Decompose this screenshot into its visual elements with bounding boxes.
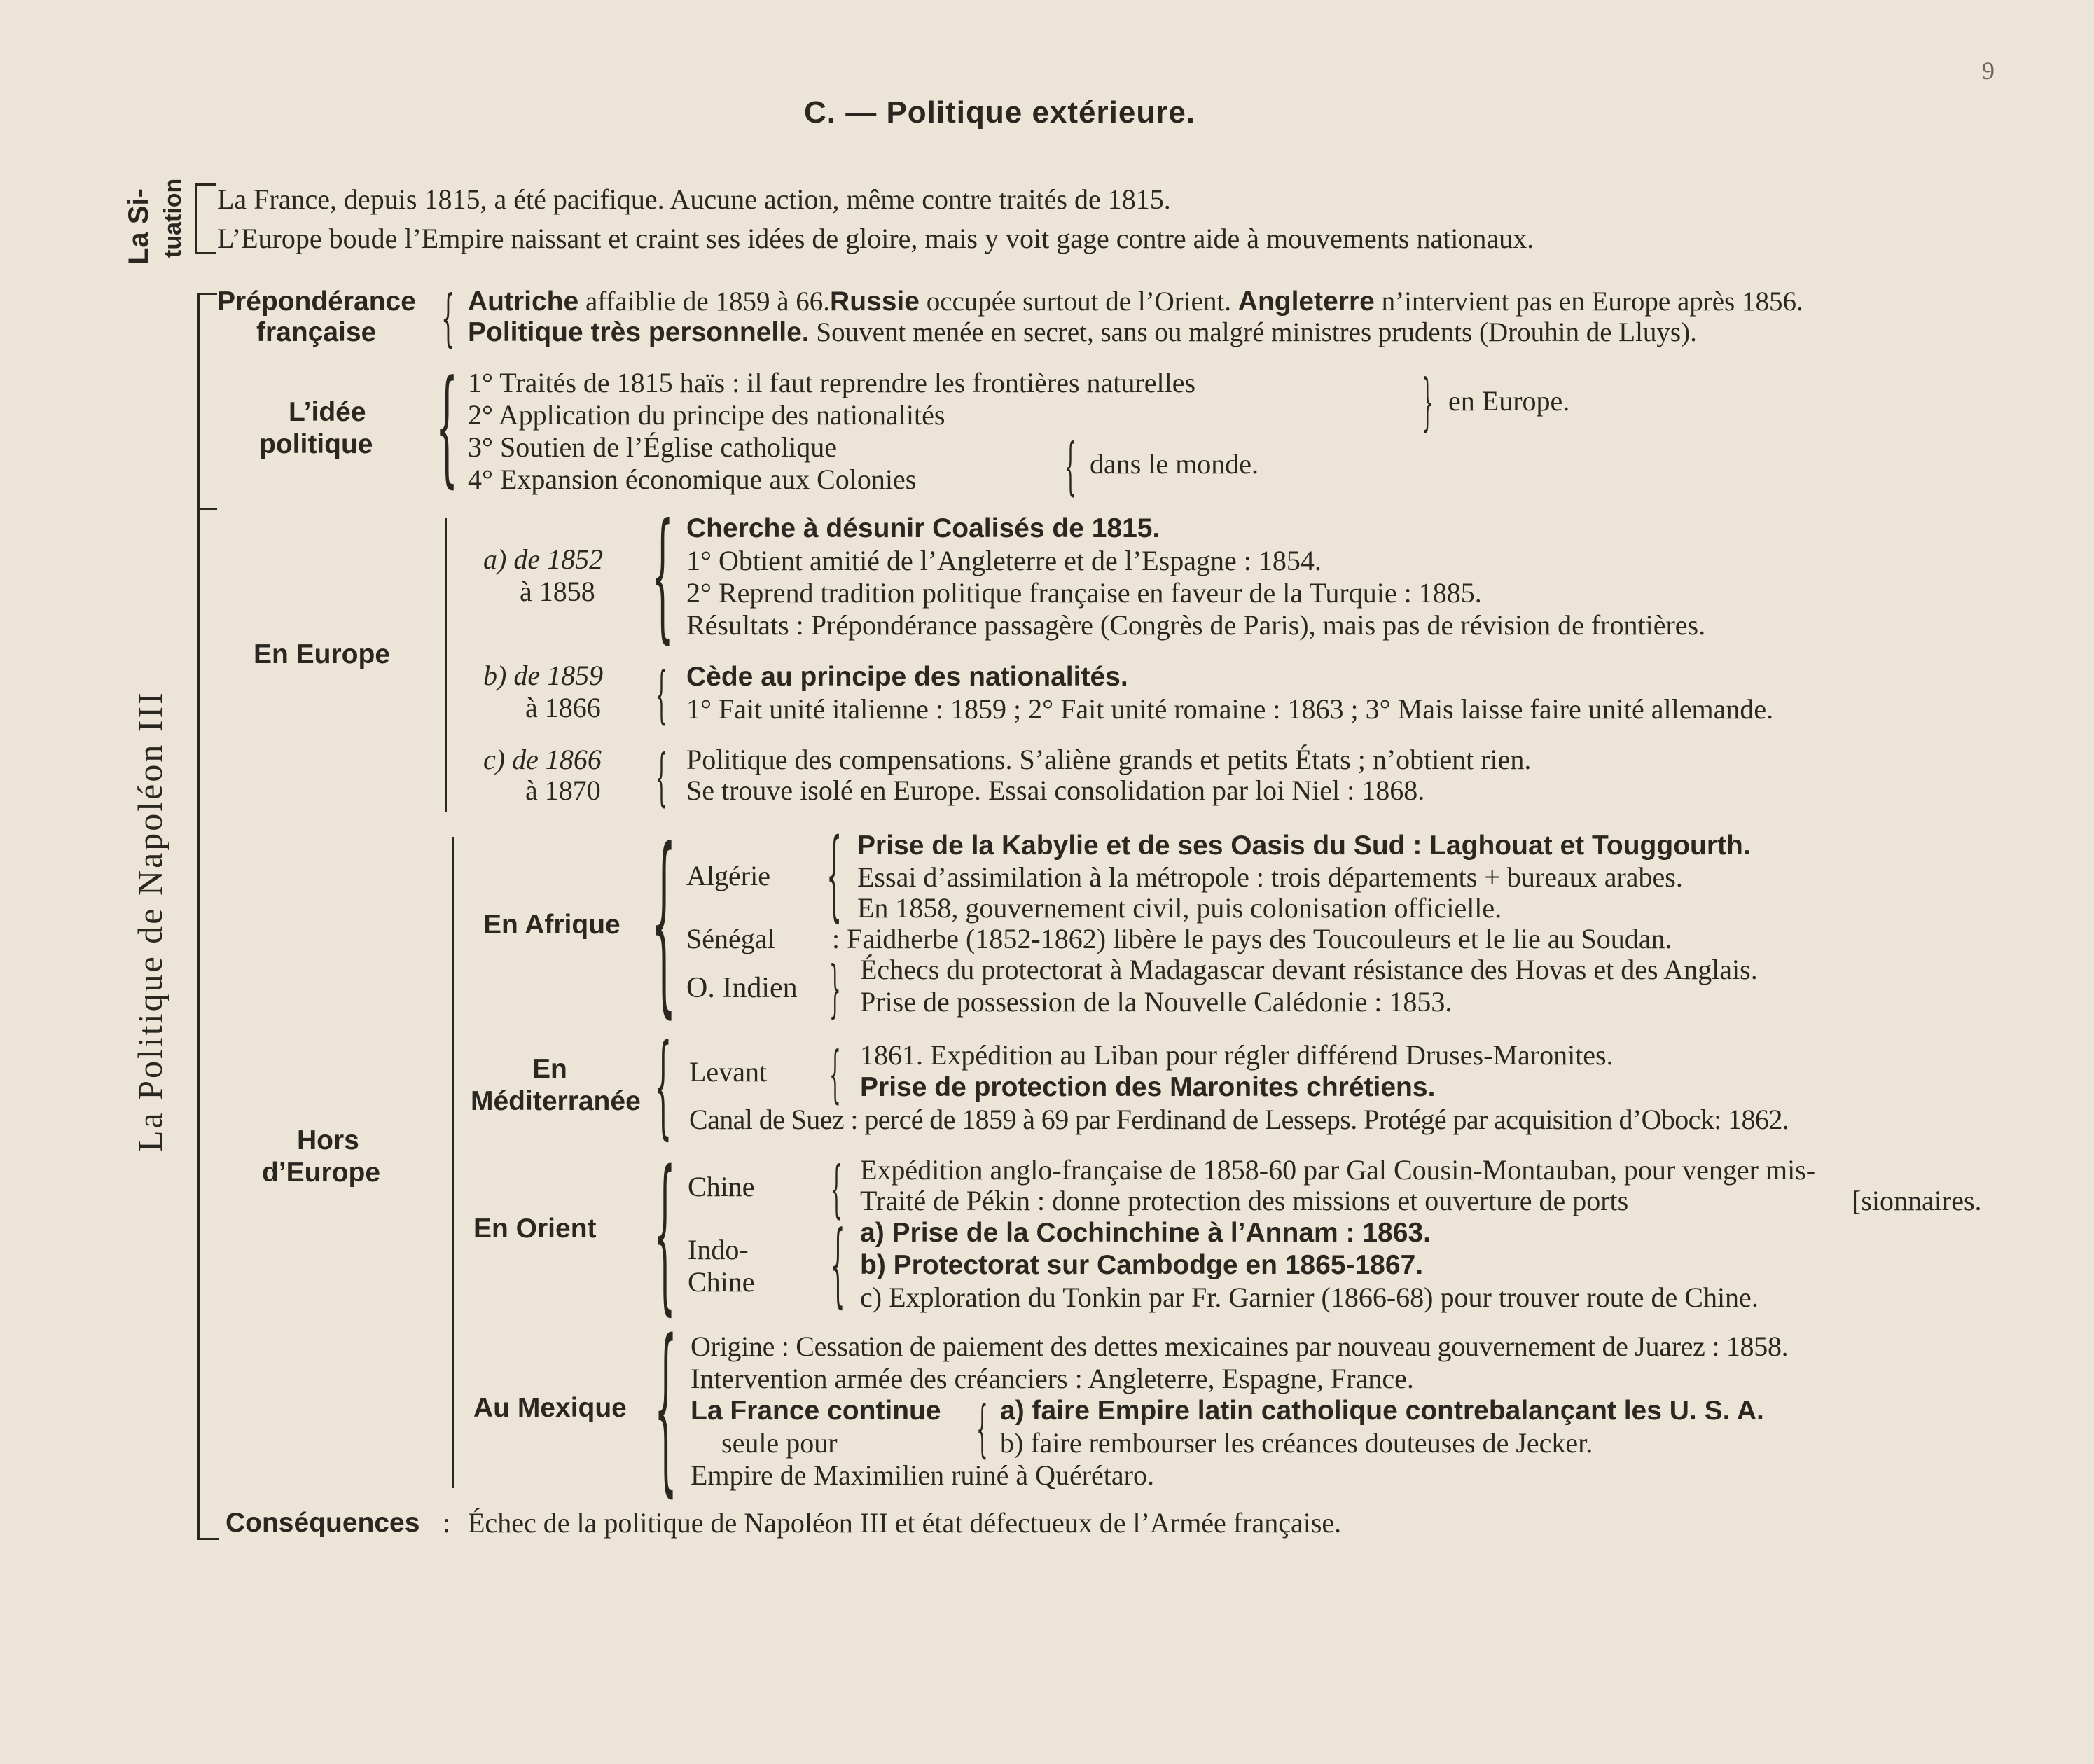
chine-line-2: Traité de Pékin : donne protection des missions et ouverture de ports bbox=[860, 1185, 1629, 1216]
period-c-label-1: c) de 1866 bbox=[483, 744, 602, 775]
indochine-line-1: a) Prise de la Cochinchine à l’Annam : 1863. bbox=[860, 1218, 1431, 1248]
page-number: 9 bbox=[1982, 57, 1995, 85]
preponderance-line1-c: n’intervient pas en Europe après 1856. bbox=[1374, 286, 1803, 317]
indochine-label-2: Chine bbox=[688, 1266, 755, 1298]
consequences-sep: : bbox=[443, 1507, 451, 1539]
idee-group-a: en Europe. bbox=[1448, 385, 1570, 417]
orient-brace: { bbox=[654, 1134, 676, 1331]
hors-europe-bracket-line bbox=[452, 837, 454, 1488]
period-a-line-3: 2° Reprend tradition politique française en faveur de la Turquie : 1885. bbox=[686, 577, 1482, 609]
period-c-brace: { bbox=[656, 741, 667, 813]
situation-bracket-bottom bbox=[195, 252, 216, 254]
period-a-label-1: a) de 1852 bbox=[483, 543, 604, 575]
main-bracket-bottom bbox=[197, 1538, 219, 1540]
preponderance-line-1 bbox=[468, 286, 1803, 318]
orient-label: En Orient bbox=[473, 1214, 597, 1244]
oindien-brace: } bbox=[829, 952, 841, 1025]
situation-label-a: La Si- bbox=[123, 188, 154, 265]
period-b-label-2: à 1866 bbox=[525, 692, 601, 723]
senegal-line: : Faidherbe (1852-1862) libère le pays des Toucouleurs et le lie au Soudan. bbox=[832, 923, 1672, 954]
europe-bracket-line bbox=[445, 518, 447, 812]
hors-europe-label-2: d’Europe bbox=[262, 1158, 381, 1188]
europe-label: En Europe bbox=[254, 639, 391, 669]
indochine-line-3: c) Exploration du Tonkin par Fr. Garnier (1866-68) pour trouver route de Chine. bbox=[860, 1282, 1759, 1313]
chine-line-1: Expédition anglo-française de 1858-60 par Gal Cousin-Montauban, pour venger mis- bbox=[860, 1154, 1816, 1186]
hors-europe-label-1: Hors bbox=[297, 1125, 359, 1155]
main-bracket-idee-end bbox=[197, 508, 217, 510]
preponderance-line1-b: occupée surtout de l’Orient. bbox=[919, 286, 1238, 317]
period-a-label-2: à 1858 bbox=[520, 576, 595, 607]
mediterranee-label-2: Méditerranée bbox=[471, 1086, 641, 1116]
algerie-label: Algérie bbox=[686, 860, 770, 891]
period-c-label-2: à 1870 bbox=[525, 775, 601, 806]
preponderance-label-1: Prépondérance bbox=[217, 286, 416, 317]
period-b-line-1: Cède au principe des nationalités. bbox=[686, 662, 1128, 692]
algerie-line-3: En 1858, gouvernement civil, puis colonisation officielle. bbox=[857, 892, 1502, 924]
idee-item-4: 4° Expansion économique aux Colonies bbox=[468, 464, 917, 495]
main-bracket-line bbox=[197, 293, 200, 1539]
period-a-line-2: 1° Obtient amitié de l’Angleterre et de l’Espagne : 1854. bbox=[686, 545, 1322, 576]
chine-brace: { bbox=[831, 1153, 843, 1225]
idee-group-b: dans le monde. bbox=[1090, 448, 1259, 480]
oindien-line-1: Échecs du protectorat à Madagascar devant résistance des Hovas et des Anglais. bbox=[860, 954, 1758, 985]
preponderance-brace: { bbox=[441, 282, 455, 354]
algerie-line-2: Essai d’assimilation à la métropole : trois départements + bureaux arabes. bbox=[857, 861, 1683, 893]
levant-line-1: 1861. Expédition au Liban pour régler différend Druses-Maronites. bbox=[860, 1039, 1614, 1071]
preponderance-angleterre: Angleterre bbox=[1237, 286, 1375, 317]
page-title: C. — Politique extérieure. bbox=[804, 95, 1196, 130]
period-b-brace: { bbox=[656, 658, 667, 730]
situation-label-b: tuation bbox=[160, 178, 186, 258]
period-c-line-1: Politique des compensations. S’aliène grands et petits États ; n’obtient rien. bbox=[686, 744, 1532, 775]
consequences-label: Conséquences bbox=[226, 1508, 420, 1538]
period-b-line-2: 1° Fait unité italienne : 1859 ; 2° Fait unité romaine : 1863 ; 3° Mais laisse faire unité allemande. bbox=[686, 693, 1774, 725]
situation-bracket-line bbox=[195, 183, 197, 254]
preponderance-label-2: française bbox=[256, 317, 377, 347]
mediterranee-label-1: En bbox=[532, 1054, 567, 1084]
main-bracket-top bbox=[197, 293, 217, 295]
suez-line: Canal de Suez : percé de 1859 à 69 par Ferdinand de Lesseps. Protégé par acquisition d’Obock: 1862. bbox=[689, 1104, 1789, 1135]
idee-brace: { bbox=[436, 354, 459, 500]
idee-item-2: 2° Application du principe des nationalités bbox=[468, 399, 945, 431]
levant-brace: { bbox=[829, 1038, 841, 1110]
afrique-brace: { bbox=[651, 807, 677, 1036]
period-a-line-1: Cherche à désunir Coalisés de 1815. bbox=[686, 513, 1160, 543]
mexique-line-last: Empire de Maximilien ruiné à Quérétaro. bbox=[691, 1459, 1154, 1491]
levant-label: Levant bbox=[689, 1056, 768, 1088]
mexique-line-2: Intervention armée des créanciers : Angleterre, Espagne, France. bbox=[691, 1363, 1414, 1394]
algerie-line-1-text: Prise de la Kabylie et de ses Oasis du Sud : Laghouat et Touggourth. bbox=[857, 831, 1751, 861]
afrique-label: En Afrique bbox=[483, 910, 620, 940]
period-a-brace: { bbox=[651, 494, 674, 657]
consequences-text: Échec de la politique de Napoléon III et état défectueux de l’Armée française. bbox=[468, 1507, 1342, 1539]
preponderance-politique: Politique très personnelle. bbox=[468, 317, 810, 347]
situation-line-1: La France, depuis 1815, a été pacifique. Aucune action, même contre traités de 1815. bbox=[217, 183, 1171, 215]
mexique-line-1: Origine : Cessation de paiement des dettes mexicaines par nouveau gouvernement de Juarez : 1858. bbox=[691, 1331, 1789, 1362]
period-a-line-4: Résultats : Prépondérance passagère (Congrès de Paris), mais pas de révision de frontières. bbox=[686, 609, 1706, 641]
oindien-label: O. Indien bbox=[686, 972, 798, 1004]
preponderance-line-2 bbox=[468, 317, 1697, 349]
main-side-label: La Politique de Napoléon III bbox=[130, 690, 169, 1152]
mexique-continue-2: seule pour bbox=[721, 1427, 838, 1459]
indochine-label-1: Indo- bbox=[688, 1234, 749, 1265]
idee-group-b-brace: { bbox=[1065, 430, 1076, 502]
preponderance-russie: Russie bbox=[830, 286, 920, 317]
idee-label-1: L’idée bbox=[289, 397, 366, 427]
mexique-continue-1: La France continue bbox=[691, 1396, 941, 1426]
situation-line-2: L’Europe boude l’Empire naissant et craint ses idées de gloire, mais y voit gage contre aide à mouvements nationaux. bbox=[217, 223, 1534, 254]
idee-item-3: 3° Soutien de l’Église catholique bbox=[468, 431, 837, 463]
mexique-label: Au Mexique bbox=[473, 1393, 627, 1423]
levant-line-2: Prise de protection des Maronites chrétiens. bbox=[860, 1072, 1436, 1102]
mexique-brace: { bbox=[654, 1302, 678, 1513]
chine-tail: [sionnaires. bbox=[1852, 1185, 1982, 1216]
preponderance-line1-a: affaiblie de 1859 à 66. bbox=[578, 286, 831, 317]
idee-item-1: 1° Traités de 1815 haïs : il faut reprendre les frontières naturelles bbox=[468, 367, 1196, 398]
period-b-label-1: b) de 1859 bbox=[483, 660, 604, 691]
preponderance-autriche: Autriche bbox=[468, 286, 579, 317]
idee-group-a-brace: } bbox=[1422, 366, 1434, 438]
indochine-line-2: b) Protectorat sur Cambodge en 1865-1867. bbox=[860, 1250, 1424, 1280]
mexique-goals-brace: { bbox=[976, 1392, 988, 1464]
idee-label-2: politique bbox=[259, 429, 373, 459]
mexique-goal-2: b) faire rembourser les créances douteuses de Jecker. bbox=[1000, 1427, 1593, 1459]
period-c-line-2: Se trouve isolé en Europe. Essai consolidation par loi Niel : 1868. bbox=[686, 775, 1425, 806]
mexique-goal-1: a) faire Empire latin catholique contrebalançant les U. S. A. bbox=[1000, 1396, 1764, 1426]
indochine-brace: { bbox=[831, 1211, 845, 1317]
algerie-line-1 bbox=[857, 829, 1751, 862]
mediterranee-brace: { bbox=[654, 1020, 672, 1151]
situation-bracket-top bbox=[195, 183, 216, 186]
oindien-line-2: Prise de possession de la Nouvelle Calédonie : 1853. bbox=[860, 986, 1452, 1018]
preponderance-line2-text: Souvent menée en secret, sans ou malgré ministres prudents (Drouhin de Lluys). bbox=[809, 317, 1697, 347]
chine-label: Chine bbox=[688, 1171, 755, 1202]
algerie-brace: { bbox=[826, 818, 843, 932]
senegal-label: Sénégal bbox=[686, 923, 775, 954]
